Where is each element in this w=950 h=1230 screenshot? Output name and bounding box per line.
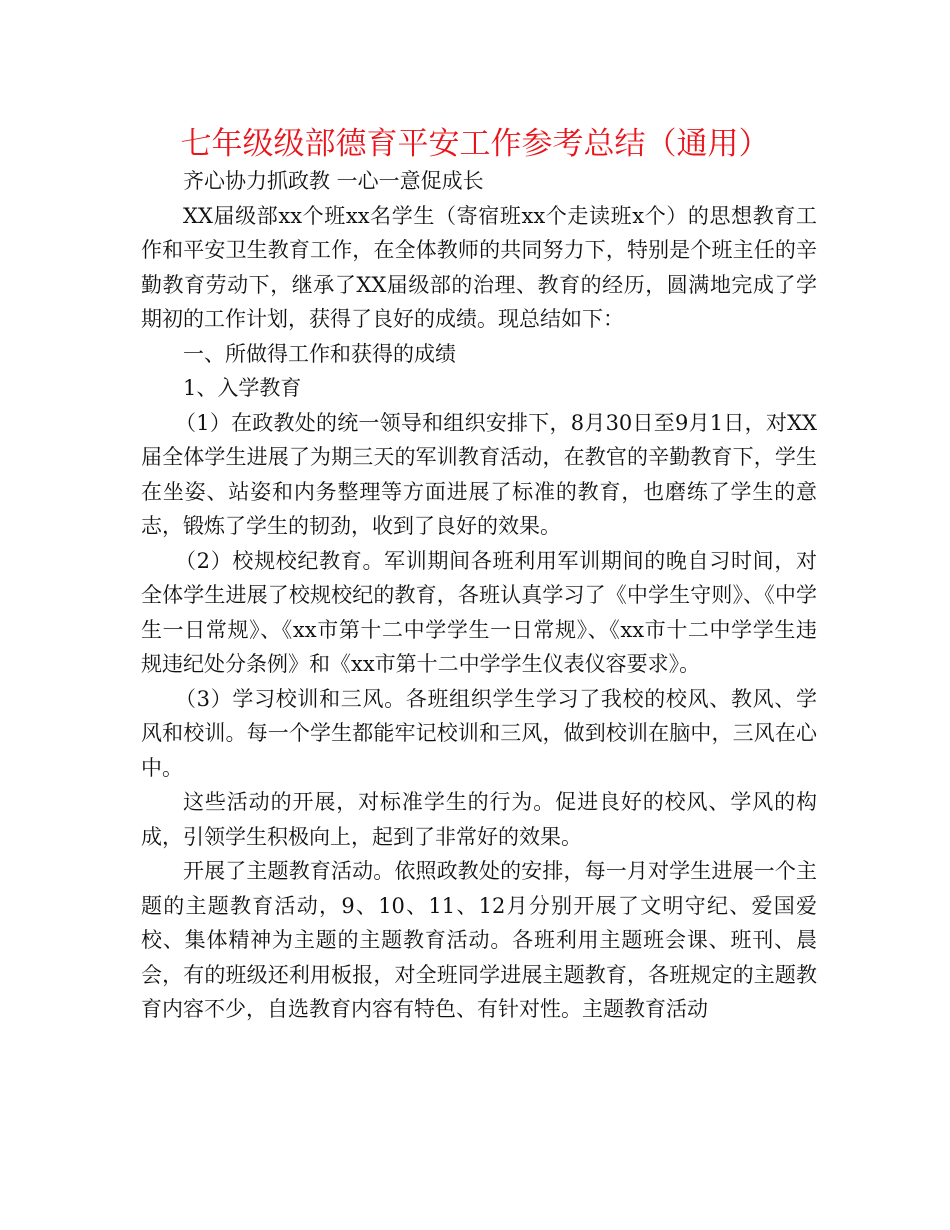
paragraph-school-motto: （3）学习校训和三风。各班组织学生学习了我校的校风、教风、学风和校训。每一个学生都能牢记校训和三风，做到校训在脑中，三风在心中。 <box>141 686 817 780</box>
paragraph-school-rules: （2）校规校纪教育。军训期间各班利用军训期间的晚自习时间，对全体学生进展了校规校纪的教育，各班认真学习了《中学生守则》、《中学生一日常规》、《xx市第十二中学学生一日常规》、《xx市十二中学学生违规违纪处分条例》和《xx市第十二中学学生仪表仪容要求》。 <box>141 548 817 676</box>
section-heading-achievements: 一、所做得工作和获得的成绩 <box>183 341 456 366</box>
paragraph-activities-effect: 这些活动的开展，对标准学生的行为。促进良好的校风、学风的构成，引领学生积极向上，起到了非常好的效果。 <box>141 790 817 849</box>
paragraph-military-training: （1）在政教处的统一领导和组织安排下，8月30日至9月1日，对XX届全体学生进展了为期三天的军训教育活动，在教官的辛勤教育下，学生在坐姿、站姿和内务整理等方面进展了标准的教育，也磨练了学生的意志，锻炼了学生的韧劲，收到了良好的效果。 <box>141 410 817 538</box>
paragraph-intro: XX届级部xx个班xx名学生（寄宿班xx个走读班x个）的思想教育工作和平安卫生教育工作，在全体教师的共同努力下，特别是个班主任的辛勤教育劳动下，继承了XX届级部的治理、教育的经历，圆满地完成了学期初的工作计划，获得了良好的成绩。现总结如下： <box>141 203 817 331</box>
subsection-heading-enrollment: 1、入学教育 <box>183 376 302 400</box>
paragraph-theme-education: 开展了主题教育活动。依照政教处的安排，每一月对学生进展一个主题的主题教育活动，9、10、11、12月分别开展了文明守纪、爱国爱校、集体精神为主题的主题教育活动。各班利用主题班会课、班刊、晨会，有的班级还利用板报，对全班同学进展主题教育，各班规定的主题教育内容不少，自选教育内容有特色、有针对性。主题教育活动 <box>141 859 817 1021</box>
document-body <box>141 164 817 1027</box>
document-title: 七年级级部德育平安工作参考总结（通用） <box>180 126 770 162</box>
paragraph-subtitle: 齐心协力抓政教 一心一意促成长 <box>183 169 484 193</box>
